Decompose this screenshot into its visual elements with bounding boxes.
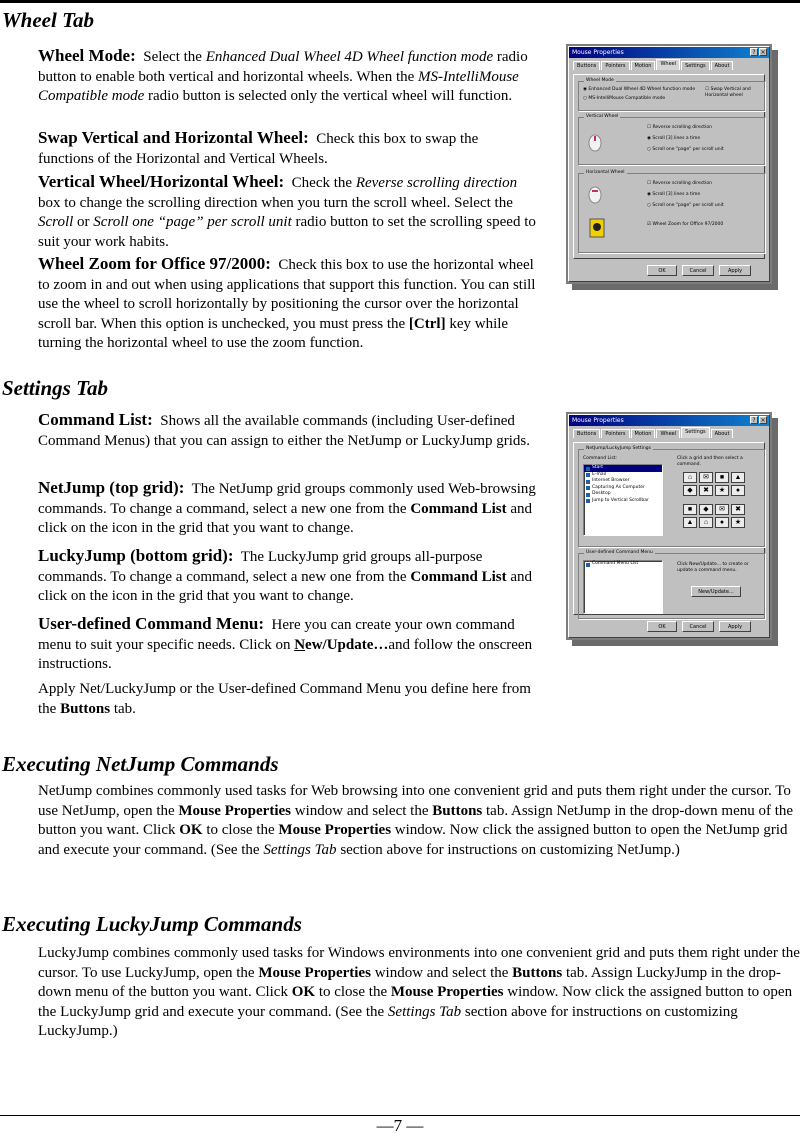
vertical-reverse-checkbox[interactable]: ☐ Reverse scrolling direction	[647, 125, 712, 130]
window-titlebar: Mouse Properties ? ×	[569, 47, 769, 58]
luckyjump-grid	[683, 504, 745, 528]
settings-tab-screenshot	[566, 412, 772, 640]
list-item[interactable]: Internet Browser	[584, 478, 662, 485]
grid-cell[interactable]: ⌂	[683, 472, 697, 483]
netjump-paragraph: NetJump (top grid): The NetJump grid groups commonly used Web-browsing commands. To change a command, select a new one from the Command List and click on the icon in the grid that you want to change.	[38, 478, 536, 536]
tab-pointers[interactable]: Pointers	[601, 429, 629, 438]
wheel-tab-heading: Wheel Tab	[2, 8, 94, 32]
swap-checkbox[interactable]: ☐ Swap Vertical and Horizontal wheel	[705, 87, 751, 98]
tab-strip	[569, 426, 769, 438]
tab-pointers[interactable]: Pointers	[601, 61, 629, 70]
grid-cell[interactable]: ◆	[683, 485, 697, 496]
grid-cell[interactable]: ●	[731, 485, 745, 496]
mode-enhanced-radio[interactable]: ◉ Enhanced Dual Wheel 4D Wheel function mode	[583, 87, 696, 92]
horizontal-scroll-radio[interactable]: ◉ Scroll [3] lines a time	[647, 192, 701, 197]
executing-luckyjump-paragraph: LuckyJump combines commonly used tasks for Windows environments into one convenient grid and puts them right under the cursor. To use LuckyJump, open the Mouse Properties window and select the Buttons tab. Assign LuckyJump in the drop-down menu of the button you want. Click OK to close the Mouse Properties window. Now click the assigned button to open the LuckyJump grid and execute your command. (See the Settings Tab section above for instructions on customizing LuckyJump.)	[38, 945, 800, 1039]
wheel-panel	[573, 74, 765, 259]
command-list[interactable]	[583, 464, 663, 536]
tab-wheel[interactable]: Wheel	[656, 429, 680, 438]
window-titlebar: Mouse Properties ? ×	[569, 415, 769, 426]
mouse-properties-window	[568, 46, 770, 282]
list-item[interactable]: Capturing As Computer	[584, 485, 662, 492]
apply-button[interactable]: Apply	[719, 265, 751, 276]
grid-hint: Click a grid and then select a command.	[677, 456, 743, 467]
grid-cell[interactable]: ◆	[699, 504, 713, 515]
mouse-icon	[587, 184, 603, 204]
swap-wheel-paragraph: Swap Vertical and Horizontal Wheel: Check this box to swap the functions of the Horizontal and Vertical Wheels.	[38, 128, 479, 167]
tab-about[interactable]: About	[711, 61, 734, 70]
wheel-zoom-checkbox[interactable]: ☑ Wheel Zoom for Office 97/2000	[647, 222, 724, 227]
executing-netjump-heading: Executing NetJump Commands	[2, 752, 279, 776]
list-item[interactable]: Command Menu List	[584, 561, 662, 568]
settings-tab-heading: Settings Tab	[2, 376, 109, 400]
user-defined-paragraph: User-defined Command Menu: Here you can create your own command menu to suit your specific needs. Click on New/Update…and follow the onscreen instructions.	[38, 614, 533, 672]
grid-cell[interactable]: ▲	[683, 517, 697, 528]
command-list-paragraph: Command List: Shows all the available commands (including User-defined Command Menus) that you can assign to either the NetJump or LuckyJump grids.	[38, 410, 531, 449]
tab-strip	[569, 58, 769, 70]
jump-settings-group: NetJump/LuckyJump Settings Command List: Start E-mail Internet Browser Capturing As Computer Desktop Jump to Vertical Scrollbar Click a grid and then select a command. ⌂ ✉ ■ ▲ ◆ ✖ ★ ● ■ ◆ ✉ ✖ ▲ ⌂ ● ★	[578, 449, 765, 547]
grid-cell[interactable]: ✉	[699, 472, 713, 483]
executing-luckyjump-heading: Executing LuckyJump Commands	[2, 912, 302, 936]
user-defined-group: User-defined Command Menu Command Menu List Click New/Update... to create or update a command menu. New/Update...	[578, 553, 765, 619]
new-update-hint: Click New/Update... to create or update a command menu.	[677, 562, 749, 573]
zoom-icon	[589, 218, 605, 238]
settings-panel	[573, 442, 765, 615]
new-update-button[interactable]: New/Update...	[691, 586, 741, 597]
wheel-mode-group: Wheel Mode ◉ Enhanced Dual Wheel 4D Wheel function mode ○ MS-IntelliMouse Compatible mode ☐ Swap Vertical and Horizontal wheel	[578, 81, 765, 111]
help-icon[interactable]: ?	[750, 48, 758, 56]
close-icon[interactable]: ×	[760, 417, 766, 424]
grid-cell[interactable]: ★	[715, 485, 729, 496]
top-rule	[0, 0, 800, 3]
mouse-properties-window	[568, 414, 770, 638]
tab-buttons[interactable]: Buttons	[573, 429, 600, 438]
executing-netjump-paragraph: NetJump combines commonly used tasks for Web browsing into one convenient grid and puts them right under the cursor. To use NetJump, open the Mouse Properties window and select the Buttons tab. Assign NetJump in the drop-down menu of the button you want. Click OK to close the Mouse Properties window. Now click the assigned button to open the NetJump grid and execute your command. (See the Settings Tab section above for instructions on customizing NetJump.)	[38, 783, 794, 858]
help-icon[interactable]: ?	[750, 416, 758, 424]
tab-wheel[interactable]: Wheel	[656, 59, 680, 70]
list-item[interactable]: Jump to Vertical Scrollbar	[584, 498, 662, 505]
vertical-page-radio[interactable]: ○ Scroll one "page" per scroll unit	[647, 147, 724, 152]
ok-button[interactable]: OK	[647, 621, 677, 632]
wheel-mode-paragraph: Wheel Mode: Select the Enhanced Dual Wheel 4D Wheel function mode radio button to enable both vertical and horizontal wheels. When the MS-IntelliMouse Compatible mode radio button is selected only the vertical wheel will function.	[38, 46, 528, 104]
vertical-wheel-group: Vertical Wheel ☐ Reverse scrolling direction ◉ Scroll [3] lines a time ○ Scroll one "page" per scroll unit	[578, 117, 765, 165]
list-item[interactable]: E-mail	[584, 472, 662, 479]
grid-cell[interactable]: ■	[683, 504, 697, 515]
grid-cell[interactable]: ★	[731, 517, 745, 528]
list-item[interactable]: Start	[584, 465, 662, 472]
command-list-label: Command List:	[583, 456, 617, 461]
netjump-grid	[683, 472, 745, 496]
page-number: —7 —	[376, 1116, 424, 1135]
tab-settings[interactable]: Settings	[681, 427, 710, 438]
close-icon[interactable]: ×	[760, 49, 766, 56]
tab-buttons[interactable]: Buttons	[573, 61, 600, 70]
grid-cell[interactable]: ■	[715, 472, 729, 483]
horizontal-page-radio[interactable]: ○ Scroll one "page" per scroll unit	[647, 203, 724, 208]
tab-settings[interactable]: Settings	[681, 61, 710, 70]
vertical-scroll-radio[interactable]: ◉ Scroll [3] lines a time	[647, 136, 701, 141]
mode-ms-radio[interactable]: ○ MS-IntelliMouse Compatible mode	[583, 96, 666, 101]
ok-button[interactable]: OK	[647, 265, 677, 276]
grid-cell[interactable]: ●	[715, 517, 729, 528]
horizontal-reverse-checkbox[interactable]: ☐ Reverse scrolling direction	[647, 181, 712, 186]
grid-cell[interactable]: ⌂	[699, 517, 713, 528]
tab-about[interactable]: About	[711, 429, 734, 438]
tab-motion[interactable]: Motion	[631, 61, 656, 70]
horizontal-wheel-group: Horizontal Wheel ☐ Reverse scrolling direction ◉ Scroll [3] lines a time ○ Scroll one "page" per scroll unit ☑ Wheel Zoom for Office 97/2000	[578, 173, 765, 253]
list-item[interactable]: Desktop	[584, 491, 662, 498]
wheel-tab-screenshot	[566, 44, 772, 284]
apply-paragraph: Apply Net/LuckyJump or the User-defined Command Menu you define here from the Buttons tab.	[38, 681, 531, 717]
cancel-button[interactable]: Cancel	[682, 621, 714, 632]
mouse-icon	[587, 132, 603, 152]
wheel-zoom-paragraph: Wheel Zoom for Office 97/2000: Check this box to use the horizontal wheel to zoom in and out when using applications that support this function. You can still use the wheel to scroll horizontally by positioning the cursor over the horizontal scroll bar. When this option is unchecked, you must press the [Ctrl] key while turning the horizontal wheel to use the zoom function.	[38, 254, 536, 351]
grid-cell[interactable]: ✖	[699, 485, 713, 496]
luckyjump-paragraph: LuckyJump (bottom grid): The LuckyJump grid groups all-purpose commands. To change a command, select a new one from the Command List and click on the icon in the grid that you want to change.	[38, 546, 532, 604]
user-command-list[interactable]	[583, 560, 663, 614]
tab-motion[interactable]: Motion	[631, 429, 656, 438]
vertical-horizontal-paragraph: Vertical Wheel/Horizontal Wheel: Check the Reverse scrolling direction box to change the scrolling direction when you turn the scroll wheel. Select the Scroll or Scroll one “page” per scroll unit radio button to set the scrolling speed to suit your work habits.	[38, 172, 536, 250]
apply-button[interactable]: Apply	[719, 621, 751, 632]
grid-cell[interactable]: ▲	[731, 472, 745, 483]
grid-cell[interactable]: ✖	[731, 504, 745, 515]
grid-cell[interactable]: ✉	[715, 504, 729, 515]
cancel-button[interactable]: Cancel	[682, 265, 714, 276]
